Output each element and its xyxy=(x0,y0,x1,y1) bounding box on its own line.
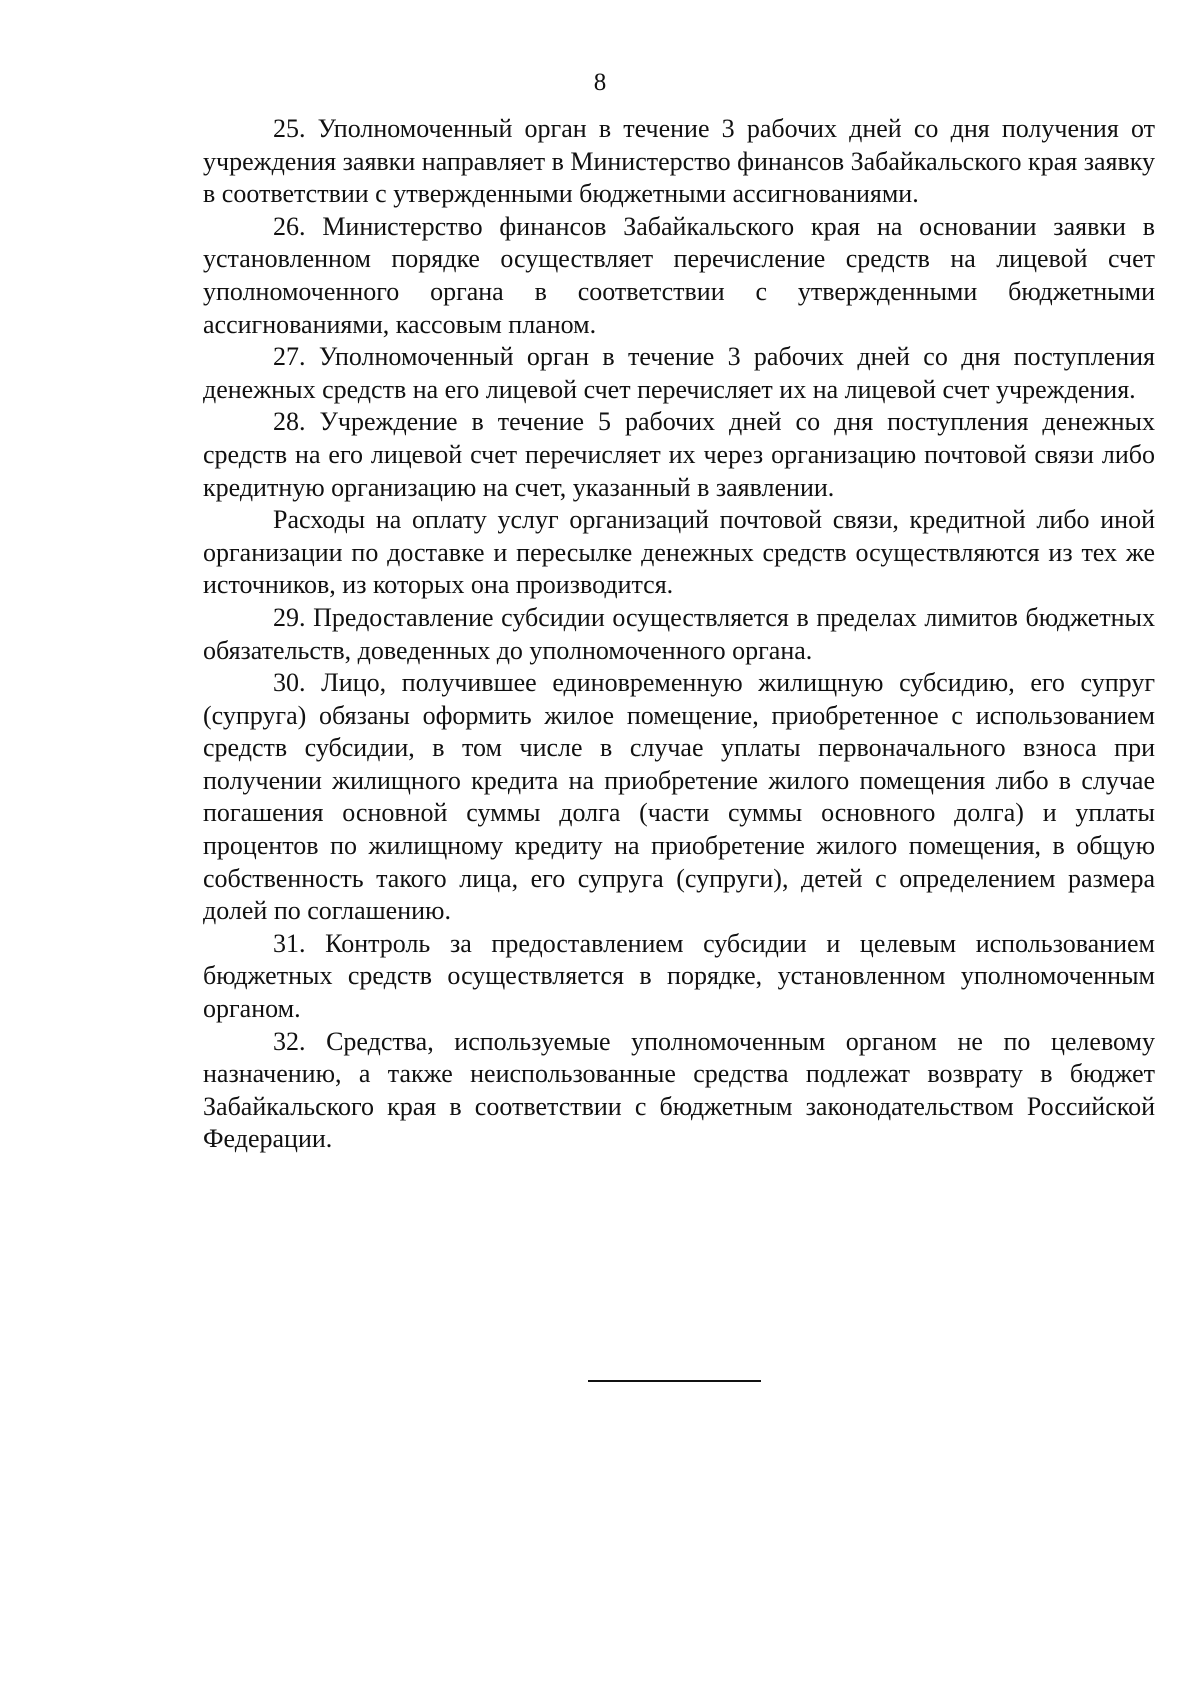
paragraph-25: 25. Уполномоченный орган в течение 3 рабочих дней со дня получения от учреждения заявки направляет в Министерство финансов Забайкальского края заявку в соответствии с утвержденными бюджетными ассигнованиями. xyxy=(203,114,1155,209)
paragraph-28: 28. Учреждение в течение 5 рабочих дней со дня поступления денежных средств на его лицевой счет перечисляет их через организацию почтовой связи либо кредитную организацию на счет, указанный в заявлении. xyxy=(203,407,1155,502)
document-body xyxy=(203,113,1155,1156)
paragraph-26: 26. Министерство финансов Забайкальского края на основании заявки в установленном порядке осуществляет перечисление средств на лицевой счет уполномоченного органа в соответствии с утвержденными бюджетными ассигнованиями, кассовым планом. xyxy=(203,211,1155,339)
paragraph-32: 32. Средства, используемые уполномоченным органом не по целевому назначению, а также неиспользованные средства подлежат возврату в бюджет Забайкальского края в соответствии с бюджетным законодательством Российской Федерации. xyxy=(203,1026,1155,1154)
paragraph-31: 31. Контроль за предоставлением субсидии и целевым использованием бюджетных средств осуществляется в порядке, установленном уполномоченным органом. xyxy=(203,928,1155,1024)
end-of-document-rule xyxy=(588,1380,761,1382)
paragraph-27: 27. Уполномоченный орган в течение 3 рабочих дней со дня поступления денежных средств на его лицевой счет перечисляет их на лицевой счет учреждения. xyxy=(203,342,1155,404)
paragraph-30: 30. Лицо, получившее единовременную жилищную субсидию, его супруг (супруга) обязаны оформить жилое помещение, приобретенное с использованием средств субсидии, в том числе в случае уплаты первоначального взноса при получении жилищного кредита на приобретение жилого помещения либо в случае погашения основной суммы долга (части суммы основного долга) и уплаты процентов по жилищному кредиту на приобретение жилого помещения, в общую собственность такого лица, его супруга (супруги), детей с определением размера долей по соглашению. xyxy=(203,668,1155,926)
page-number: 8 xyxy=(593,69,607,96)
paragraph-29: 29. Предоставление субсидии осуществляется в пределах лимитов бюджетных обязательств, доведенных до уполномоченного органа. xyxy=(203,602,1155,665)
paragraph-28-expenses: Расходы на оплату услуг организаций почтовой связи, кредитной либо иной организации по доставке и пересылке денежных средств осуществляются из тех же источников, из которых она производится. xyxy=(203,505,1155,600)
